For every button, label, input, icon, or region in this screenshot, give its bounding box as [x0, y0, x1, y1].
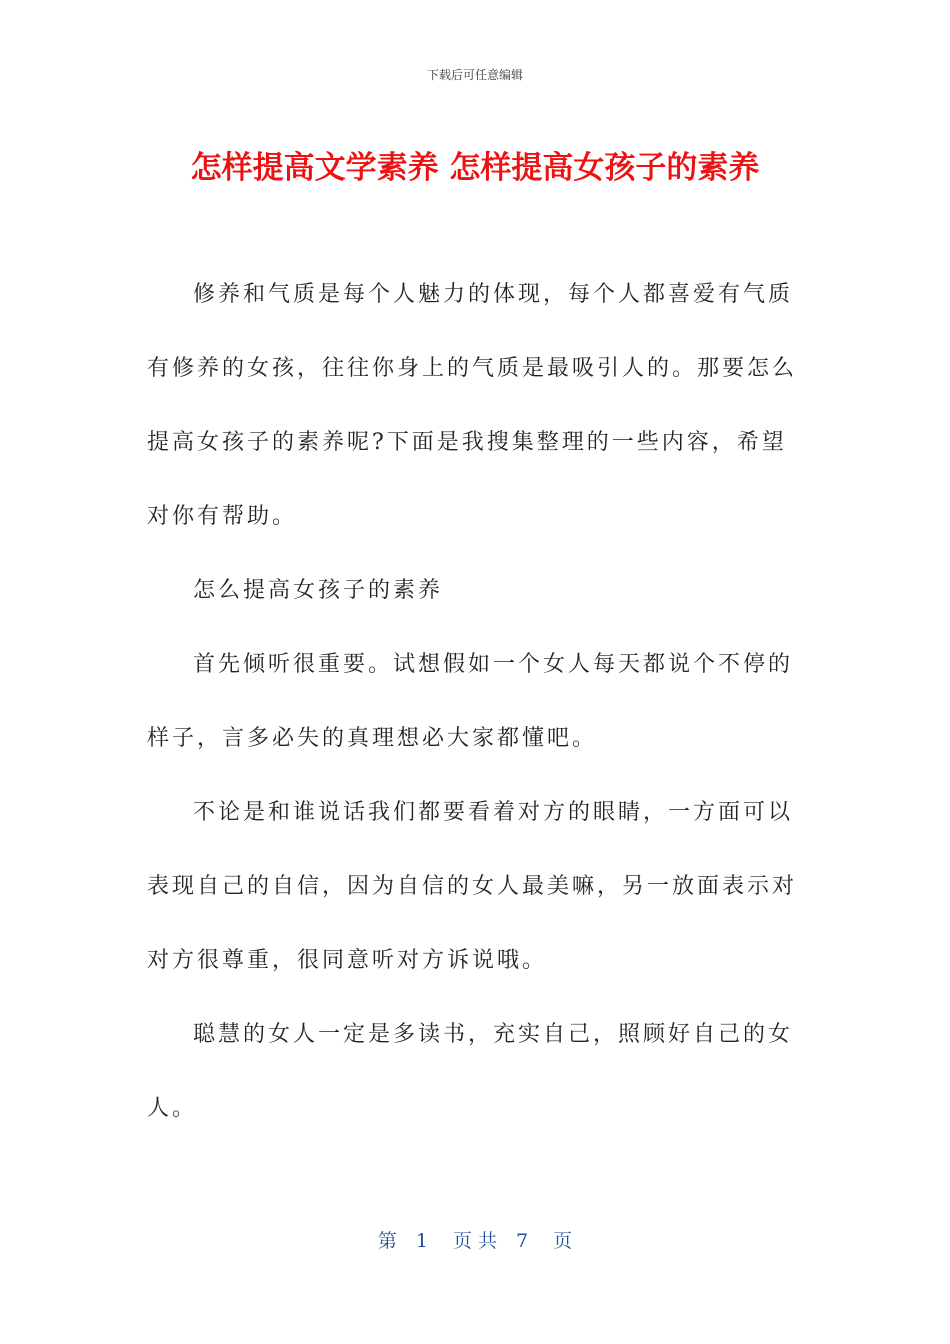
document-title: 怎样提高文学素养 怎样提高女孩子的素养 — [190, 150, 760, 186]
paragraph-eye-contact: 不论是和谁说话我们都要看着对方的眼睛，一方面可以表现自己的自信，因为自信的女人最美嘛，另一放面表示对对方很尊重，很同意听对方诉说哦。 — [147, 800, 798, 973]
document-body — [147, 258, 807, 1146]
page-number-footer: 第 1 页 共 7 页 — [377, 1230, 573, 1252]
paragraph-reading: 聪慧的女人一定是多读书，充实自己，照顾好自己的女人。 — [147, 1022, 794, 1121]
paragraph-listening: 首先倾听很重要。试想假如一个女人每天都说个不停的样子，言多必失的真理想必大家都懂吧。 — [147, 652, 794, 751]
header-note: 下载后可任意编辑 — [426, 68, 523, 82]
paragraph-intro: 修养和气质是每个人魅力的体现，每个人都喜爱有气质有修养的女孩，往往你身上的气质是最吸引人的。那要怎么提高女孩子的素养呢?下面是我搜集整理的一些内容，希望对你有帮助。 — [147, 282, 798, 529]
section-heading: 怎么提高女孩子的素养 — [193, 578, 444, 603]
